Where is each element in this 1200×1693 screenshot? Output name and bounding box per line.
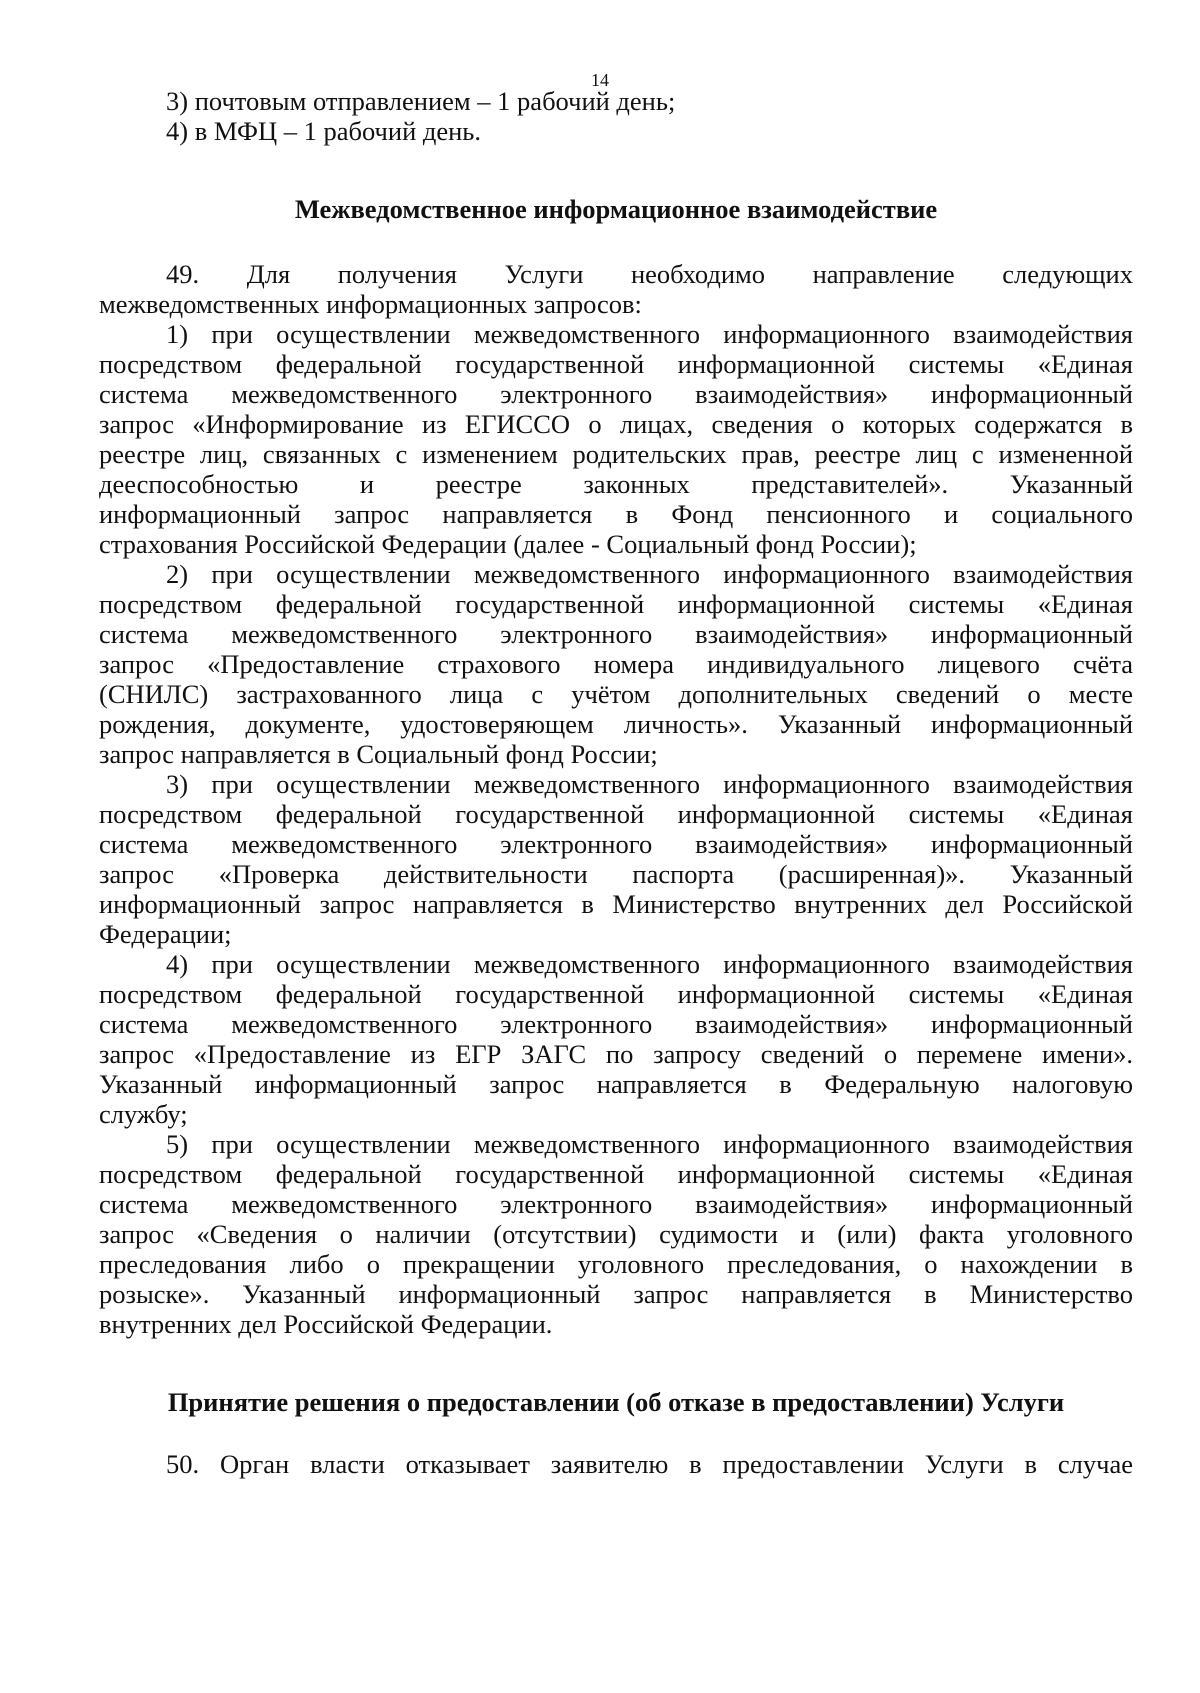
intro-line: 3) почтовым отправлением – 1 рабочий день; (166, 86, 676, 116)
text-line: 2) при осуществлении межведомственного информационного взаимодействия (166, 559, 1133, 589)
list-item-1 (99, 319, 1133, 559)
text-line: межведомственных информационных запросов: (99, 289, 642, 319)
text-line: система межведомственного электронного взаимодействия» информационный (99, 379, 1133, 409)
text-line: 5) при осуществлении межведомственного информационного взаимодействия (166, 1129, 1133, 1159)
list-item-4 (99, 949, 1133, 1129)
text-line: посредством федеральной государственной информационной системы «Единая (99, 799, 1133, 829)
text-line: преследования либо о прекращении уголовного преследования, о нахождении в (99, 1249, 1133, 1279)
list-item-3 (99, 769, 1133, 949)
text-line: запрос направляется в Социальный фонд России; (99, 739, 658, 769)
section-heading: Принятие решения о предоставлении (об отказе в предоставлении) Услуги (167, 1387, 1065, 1417)
text-line: система межведомственного электронного взаимодействия» информационный (99, 1189, 1133, 1219)
text-line: 1) при осуществлении межведомственного информационного взаимодействия (166, 319, 1133, 349)
text-line: внутренних дел Российской Федерации. (99, 1309, 553, 1339)
text-line: Федерации; (99, 919, 232, 949)
section-heading: Межведомственное информационное взаимодействие (294, 194, 938, 224)
text-line: система межведомственного электронного взаимодействия» информационный (99, 829, 1133, 859)
text-line: запрос «Проверка действительности паспорта (расширенная)». Указанный (99, 859, 1133, 889)
paragraph-50 (99, 1449, 1133, 1479)
text-line: (СНИЛС) застрахованного лица с учётом дополнительных сведений о месте (99, 679, 1133, 709)
page-number: 14 (591, 70, 609, 90)
text-line: розыске». Указанный информационный запрос направляется в Министерство (99, 1279, 1133, 1309)
text-line: Указанный информационный запрос направляется в Федеральную налоговую (99, 1069, 1133, 1099)
list-item-5 (99, 1129, 1133, 1339)
document-body (99, 86, 1133, 1479)
text-line: система межведомственного электронного взаимодействия» информационный (99, 619, 1133, 649)
text-line: рождения, документе, удостоверяющем личность». Указанный информационный (99, 709, 1133, 739)
text-line: запрос «Предоставление из ЕГР ЗАГС по запросу сведений о перемене имени». (99, 1039, 1133, 1069)
text-line: информационный запрос направляется в Фонд пенсионного и социального (99, 499, 1133, 529)
text-line: система межведомственного электронного взаимодействия» информационный (99, 1009, 1133, 1039)
text-line: посредством федеральной государственной информационной системы «Единая (99, 979, 1133, 1009)
text-line: службу; (99, 1099, 188, 1129)
text-line: информационный запрос направляется в Министерство внутренних дел Российской (99, 889, 1133, 919)
text-line: посредством федеральной государственной информационной системы «Единая (99, 349, 1133, 379)
paragraph-49 (99, 259, 1133, 319)
text-line: 49. Для получения Услуги необходимо направление следующих (166, 259, 1133, 289)
text-line: страхования Российской Федерации (далее - Социальный фонд России); (99, 529, 917, 559)
intro-line: 4) в МФЦ – 1 рабочий день. (166, 116, 482, 146)
text-line: посредством федеральной государственной информационной системы «Единая (99, 1159, 1133, 1189)
text-line: запрос «Информирование из ЕГИССО о лицах, сведения о которых содержатся в (99, 409, 1133, 439)
text-line: запрос «Предоставление страхового номера индивидуального лицевого счёта (99, 649, 1133, 679)
text-line: запрос «Сведения о наличии (отсутствии) судимости и (или) факта уголовного (99, 1219, 1133, 1249)
text-line: посредством федеральной государственной информационной системы «Единая (99, 589, 1133, 619)
text-line: реестре лиц, связанных с изменением родительских прав, реестре лиц с измененной (99, 439, 1133, 469)
list-item-2 (99, 559, 1133, 769)
text-line: 4) при осуществлении межведомственного информационного взаимодействия (166, 949, 1133, 979)
text-line: 50. Орган власти отказывает заявителю в предоставлении Услуги в случае (166, 1449, 1133, 1479)
text-line: дееспособностью и реестре законных представителей». Указанный (99, 469, 1133, 499)
text-line: 3) при осуществлении межведомственного информационного взаимодействия (166, 769, 1133, 799)
